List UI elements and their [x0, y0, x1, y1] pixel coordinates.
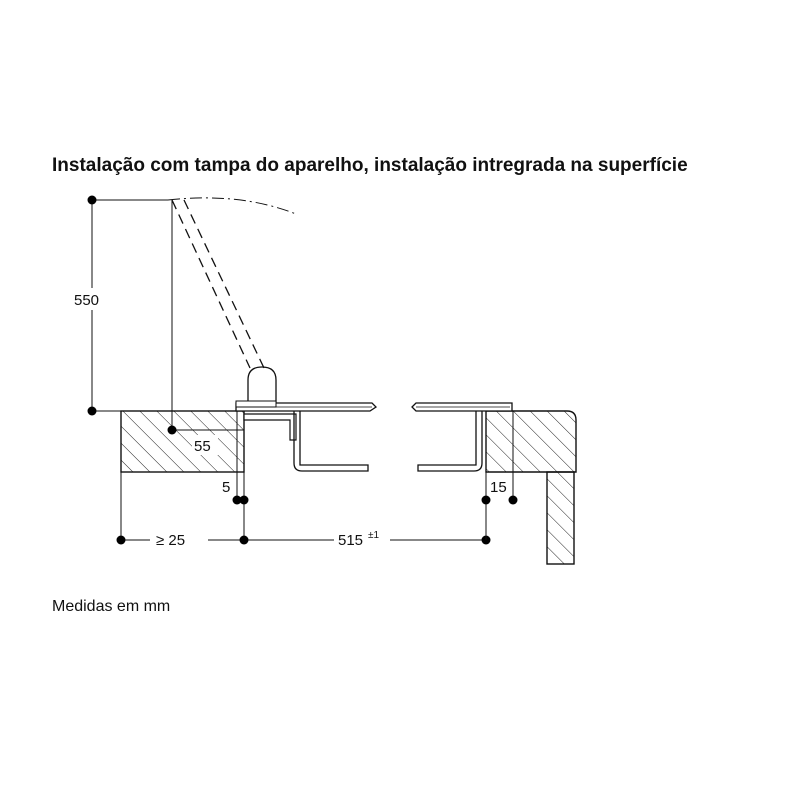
dim-point-15-left — [482, 496, 491, 505]
lid-hinge — [248, 367, 276, 403]
diagram-title: Instalação com tampa do aparelho, instalação intregrada na superfície — [52, 155, 688, 176]
dim-label-15: 15 — [490, 479, 507, 496]
dim-point-5-right — [240, 496, 249, 505]
dim-point-550-top — [88, 196, 97, 205]
housing-left — [294, 411, 368, 471]
dim-label-55: 55 — [194, 438, 211, 455]
dim-point-25-right — [240, 536, 249, 545]
dim-point-550-bottom — [88, 407, 97, 416]
dim-point-55 — [168, 426, 177, 435]
dim-label-515-tolerance: ±1 — [368, 530, 380, 541]
countertop-left — [121, 411, 244, 472]
countertop-right — [486, 411, 576, 472]
mounting-bracket-left — [244, 414, 296, 440]
dim-label-550: 550 — [74, 292, 100, 309]
cabinet-side-panel — [547, 472, 574, 564]
lid-open-outline-1 — [172, 200, 250, 368]
units-note: Medidas em mm — [52, 598, 171, 615]
dim-point-25-left — [117, 536, 126, 545]
dim-point-15-right — [509, 496, 518, 505]
dim-label-min-25: ≥ 25 — [156, 532, 186, 549]
lid-open-outline-2 — [184, 200, 264, 368]
dim-label-5: 5 — [222, 479, 231, 496]
housing-right — [418, 411, 482, 471]
dim-label-515: 515 — [338, 532, 364, 549]
